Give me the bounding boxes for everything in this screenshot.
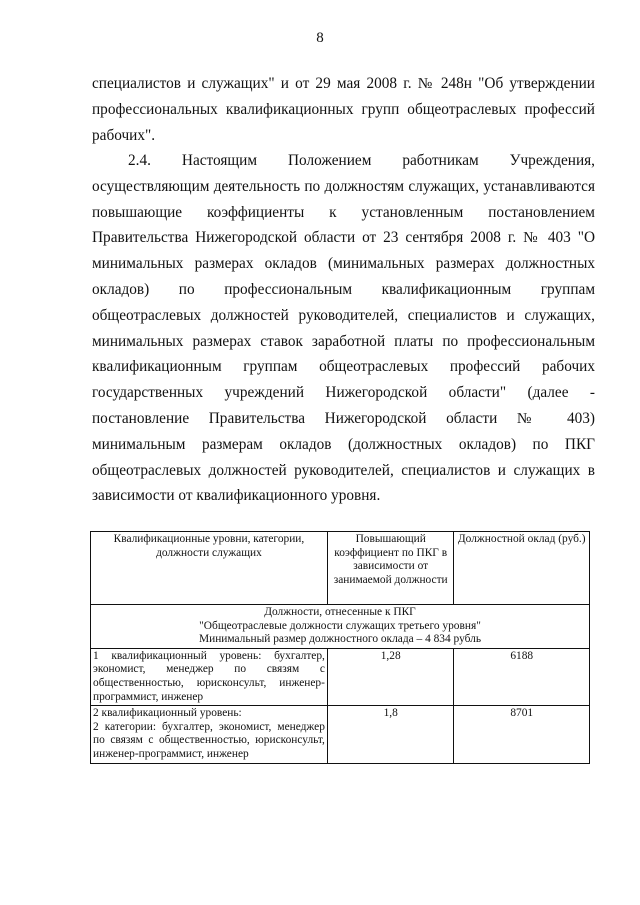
group-line-3: Минимальный размер должностного оклада – 4 834 рубль [198,633,482,646]
group-line-1: Должности, отнесенные к ПКГ [264,606,416,618]
table-row [91,648,590,705]
paragraph-2-4: 2.4. Настоящим Положением работникам Учреждения, осуществляющим деятельность по должностям служащих, устанавливаются повышающие коэффициенты к установленным постановлением Правительства Нижегородской области от 23 сентября 2008 г. № 403 "О минимальных размерах окладов (минимальных размерах должностных окладов) по профессиональным квалификационным группам общеотраслевых должностей руководителей, специалистов и служащих, минимальных размерах ставок заработной платы по профессиональным квалификационным группам общеотраслевых профессий рабочих государственных учреждений Нижегородской области" (далее - постановление Правительства Нижегородской области № 403) минимальным размерам окладов (должностных окладов) по ПКГ общеотраслевых должностей руководителей, специалистов и служащих в зависимости от квалификационного уровня. [92,152,595,505]
table-header-row [91,532,590,605]
salary-cell: 8701 [454,706,590,763]
group-cell [91,605,590,649]
page-number: 8 [316,30,324,46]
salary-cell: 6188 [454,648,590,705]
header-levels: Квалификационные уровни, категории, должности служащих [91,532,328,605]
header-coefficient: Повышающий коэффициент по ПКГ в зависимости от занимаемой должности [327,532,454,605]
coefficient-cell: 1,8 [327,706,454,763]
header-salary: Должностной оклад (руб.) [454,532,590,605]
level-details: 2 категории: бухгалтер, экономист, менеджер по связям с общественностью, юрисконсульт, инженер-программист, инженер [93,720,325,760]
table-group-row [91,605,590,649]
qualification-table [90,531,590,764]
level-title: 2 квалификационный уровень: [93,707,242,720]
coefficient-cell: 1,28 [327,648,454,705]
group-line-2: "Общеотраслевые должности служащих третьего уровня" [199,619,481,632]
level-cell: 1 квалификационный уровень: бухгалтер, экономист, менеджер по связям с общественностью, юрисконсульт, инженер-программист, инженер [91,648,328,705]
paragraph-intro: специалистов и служащих" и от 29 мая 2008 г. № 248н "Об утверждении профессиональных квалификационных групп общеотраслевых профессий рабочих". [92,75,595,144]
level-cell [91,706,328,763]
table-row [91,706,590,763]
